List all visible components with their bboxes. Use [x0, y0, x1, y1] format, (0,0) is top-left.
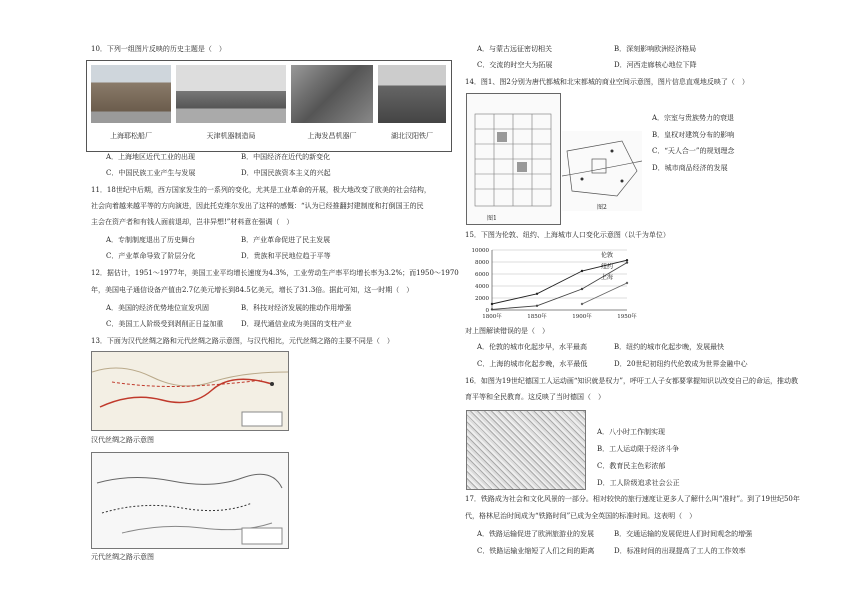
data-point: [491, 308, 493, 310]
option: C．教育民主色彩浓郁: [597, 462, 666, 470]
y-tick-label: 8000: [475, 260, 489, 266]
x-tick-label: 1950年: [617, 314, 637, 320]
option: C．铁路运输业缩短了人们之间的距离: [477, 547, 595, 555]
data-point: [491, 303, 493, 305]
x-tick-label: 1850年: [527, 314, 547, 320]
option: B．产业革命促进了民主发展: [241, 236, 331, 244]
option: B．皇权对建筑分布的影响: [652, 131, 735, 139]
q16-line: 16．如图为19世纪德国工人运动画“知识就是权力”，呼吁工人子女都要掌握知识以改变自己的命运，推动教: [465, 377, 798, 385]
option: C．“天人合一”的规划理念: [652, 147, 735, 155]
option: B．中国经济在近代的新变化: [241, 153, 331, 161]
option: C．交流的时空大为拓展: [477, 61, 553, 69]
option: C．产业革命导致了阶层分化: [106, 252, 196, 260]
fig2-label: 图2: [597, 204, 607, 211]
shipyard-photo: [91, 65, 171, 123]
option: D．中国民族资本主义的兴起: [241, 169, 331, 177]
data-point: [536, 305, 538, 307]
q15-question: 对上图解读错误的是（ ）: [465, 327, 549, 335]
han-map-caption: 汉代丝绸之路示意图: [91, 436, 154, 444]
option: B．交通运输的发展促进人们时间观念的增强: [614, 530, 753, 538]
option: A．伦敦的城市化起步早，水平最高: [477, 343, 588, 351]
x-tick-label: 1900年: [572, 314, 592, 320]
q11-line: 11．18世纪中后期，西方国家发生的一系列的变化，尤其是工业革命的开展，极大地改变了欧美的社会结构，: [91, 186, 431, 194]
q16-line: 育平等和全民教育。这反映了当时德国（ ）: [465, 393, 605, 401]
data-point: [581, 303, 583, 305]
q11-line: 社会向着越来越平等的方向演进，因此托克维尔发出了这样的感慨：“认为已经推翻封建制度和打倒国王的民: [91, 202, 424, 210]
q17-line: 代，格林尼治时间成为“铁路时间”已成为全英国的标准时间。这表明（ ）: [465, 512, 697, 520]
series-label: 纽约: [600, 263, 613, 271]
photo-caption: 上海耶松船厂: [110, 132, 152, 140]
photo-caption: 天津机器制造局: [206, 132, 256, 140]
y-tick-label: 10000: [471, 248, 489, 254]
y-tick-label: 4000: [475, 284, 489, 290]
y-tick-label: 2000: [475, 296, 489, 302]
han-silk-road-map: [91, 351, 289, 431]
option: A．上海地区近代工业的出现: [106, 153, 196, 161]
option: A．宗室与贵族势力的衰退: [652, 114, 735, 122]
q10-stem: 10．下列一组图片反映的历史主题是（ ）: [91, 45, 226, 53]
tang-capital-map: [466, 93, 561, 225]
yuan-silk-road-map: [91, 452, 289, 549]
photo-caption: 上海发昌机器厂: [307, 132, 357, 140]
tianjin-factory-photo: [176, 65, 286, 123]
data-point: [626, 261, 628, 263]
q17-line: 17．铁路成为社会和文化风景的一部分。相对较快的旅行速度让更多人了解什么叫“准时”。到了19世纪50年: [465, 495, 800, 503]
option: A．美国的经济优势地位宣发巩固: [106, 304, 210, 312]
population-chart: [462, 244, 637, 324]
q13-stem: 13．下面为汉代丝绸之路和元代丝绸之路示意图，与汉代相比，元代丝绸之路的主要不同是（ ）: [91, 337, 394, 345]
shanghai-machine-photo: [291, 65, 373, 123]
option: B．科技对经济发展的推动作用增强: [241, 304, 352, 312]
q15-stem: 15．下图为伦敦、纽约、上海城市人口变化示意图（以千为单位）: [465, 231, 670, 239]
option: D．城市商品经济的发展: [652, 164, 728, 172]
photo-caption: 湖北汉阳铁厂: [391, 132, 433, 140]
option: D．河西走廊核心地位下降: [614, 61, 697, 69]
series-label: 伦敦: [600, 252, 613, 260]
data-point: [581, 270, 583, 272]
song-capital-map: [562, 131, 642, 211]
option: A．铁路运输促进了欧洲旅游业的发展: [477, 530, 595, 538]
option: C．中国民族工业产生与发展: [106, 169, 196, 177]
option: C．上海的城市化起步晚，水平最低: [477, 360, 588, 368]
q14-stem: 14．图1、图2分别为唐代都城和北宋都城的商业空间示意图，图片信息直观地反映了（ ）: [465, 78, 749, 86]
y-tick-label: 6000: [475, 272, 489, 278]
option: D．贵族和平民地位趋于平等: [241, 252, 331, 260]
workers-movement-illustration: [466, 410, 586, 490]
option: D．现代通信业成为美国的支柱产业: [241, 320, 352, 328]
x-tick-label: 1800年: [482, 314, 502, 320]
option: B．深刻影响欧洲经济格局: [614, 45, 697, 53]
option: B．工人运动限于经济斗争: [597, 445, 680, 453]
y-tick-label: 0: [485, 308, 489, 314]
data-point: [581, 288, 583, 290]
fig1-label: 图1: [487, 215, 497, 222]
data-point: [536, 293, 538, 295]
option: B．纽约的城市化起步晚，发展最快: [614, 343, 725, 351]
yuan-map-caption: 元代丝绸之路示意图: [91, 553, 154, 561]
data-point: [626, 282, 628, 284]
hanyang-iron-photo: [378, 65, 446, 123]
q11-line: 主会在资产者和有钱人面前退却，岂非异想!”材料意在强调（ ）: [91, 218, 294, 226]
q12-line: 12．据估计，1951～1977年，美国工业平均增长速度为4.3%，工业劳动生产率平均增长率为3.2%；而1950～1970: [91, 269, 459, 277]
option: A．与蒙古远征密切相关: [477, 45, 553, 53]
data-point: [626, 259, 628, 261]
option: D．标准时间的出现提高了工人的工作效率: [614, 547, 746, 555]
option: A．八小时工作制实现: [597, 428, 666, 436]
q12-line: 年，美国电子通信设备产值由2.7亿美元增长到84.5亿美元，增长了31.3倍。据此可知，这一时期（ ）: [91, 286, 414, 294]
option: D．工人阶级追求社会公正: [597, 479, 680, 487]
option: C．美国工人阶级受到剥削正日益加重: [106, 320, 224, 328]
option: D．20世纪初纽约代伦敦成为世界金融中心: [614, 360, 748, 368]
option: A．专制制度退出了历史舞台: [106, 236, 196, 244]
series-label: 上海: [600, 274, 613, 281]
